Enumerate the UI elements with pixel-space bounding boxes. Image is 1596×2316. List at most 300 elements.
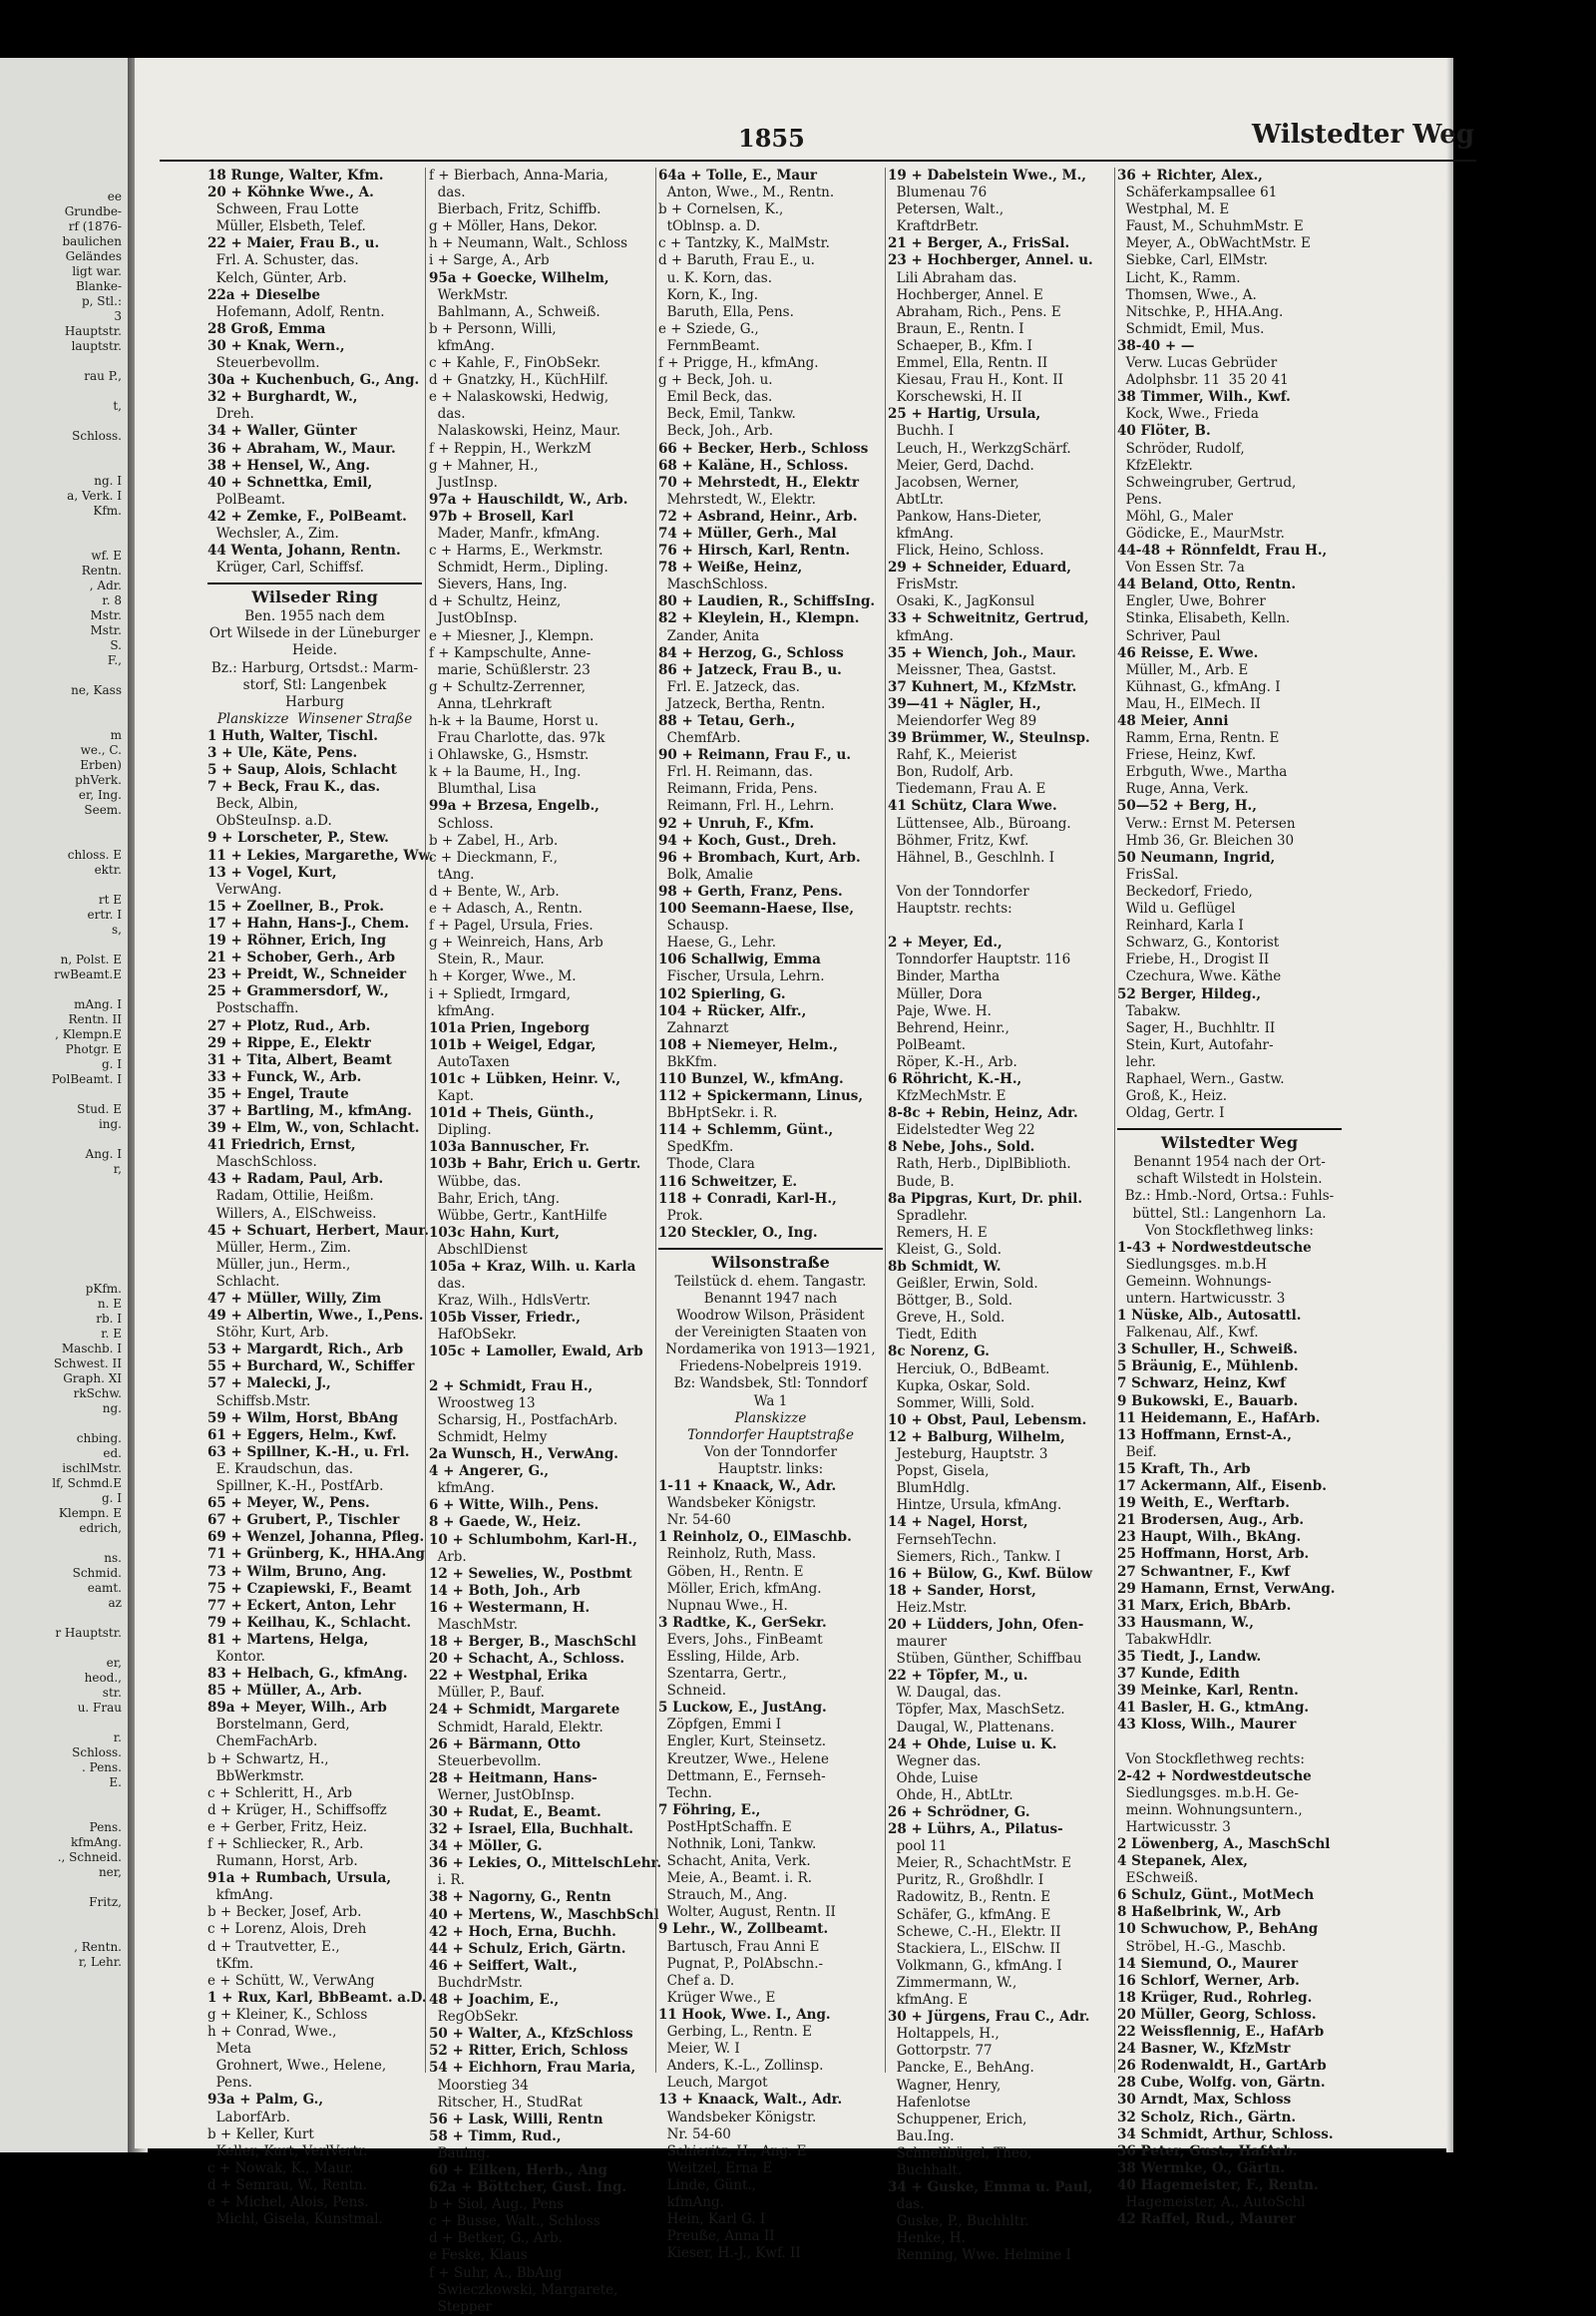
facing-line	[0, 1252, 122, 1267]
directory-entry: 118 + Conradi, Karl-H.,	[658, 1190, 837, 1207]
directory-entry: AutoTaxen	[429, 1053, 510, 1070]
directory-entry: 83 + Helbach, G., kfmAng.	[207, 1666, 408, 1683]
facing-line: . Pens.	[82, 1760, 122, 1774]
directory-entry: Kock, Wwe., Frieda	[1117, 406, 1259, 423]
directory-entry: 40 Flöter, B.	[1117, 423, 1211, 440]
directory-entry: 52 Berger, Hildeg.,	[1117, 985, 1262, 1002]
directory-entry: 102 Spierling, G.	[658, 985, 786, 1002]
directory-entry: d + Krüger, H., Schiffsoffz	[207, 1801, 387, 1818]
directory-entry: b + Zabel, H., Arb.	[429, 832, 559, 849]
directory-entry: h + Korger, Wwe., M.	[429, 968, 577, 985]
directory-entry: 57 + Malecki, J.,	[207, 1375, 331, 1392]
directory-entry: ESchweiß.	[1117, 1870, 1199, 1887]
facing-line: ner,	[98, 1865, 122, 1879]
street-section-intro: Teilstück d. ehem. Tangastr.	[674, 1273, 867, 1290]
directory-entry: 104 + Rücker, Alfr.,	[658, 1002, 807, 1019]
directory-entry: 25 Hoffmann, Horst, Arb.	[1117, 1546, 1310, 1563]
directory-entry: 41 Schütz, Clara Wwe.	[888, 798, 1057, 815]
directory-entry: 8-8c + Rebin, Heinz, Adr.	[888, 1105, 1078, 1122]
facing-line: rb. I	[96, 1312, 122, 1326]
directory-entry: Hartwicusstr. 3	[1117, 1818, 1231, 1835]
directory-entry: c + Kahle, F., FinObSekr.	[429, 355, 601, 372]
directory-entry: Kraz, Wilh., HdlsVertr.	[429, 1293, 592, 1310]
directory-entry: Daugal, W., Plattenans.	[888, 1719, 1055, 1736]
directory-entry: Reimann, Frida, Pens.	[658, 781, 818, 798]
directory-entry: Wegner das.	[888, 1752, 982, 1769]
directory-entry: 10 + Schlumbohm, Karl-H.,	[429, 1531, 637, 1548]
directory-entry: d + Schultz, Heinz,	[429, 593, 562, 610]
facing-page-fragment	[0, 58, 130, 2152]
facing-line: r Hauptstr.	[55, 1626, 122, 1640]
directory-entry: 18 Runge, Walter, Kfm.	[207, 168, 384, 184]
directory-entry: 37 Kuhnert, M., KfzMstr.	[888, 678, 1077, 695]
directory-entry: Hofemann, Adolf, Rentn.	[207, 303, 385, 320]
street-section-intro: Nordamerika von 1913—1921,	[665, 1342, 876, 1358]
directory-entry: Henke, H.	[888, 2230, 966, 2247]
directory-entry: 16 + Bülow, G., Kwf. Bülow	[888, 1565, 1092, 1582]
directory-entry: 5 Luckow, E., JustAng.	[658, 1700, 827, 1717]
facing-line: ee	[107, 190, 122, 203]
directory-entry: g + Möller, Hans, Dekor.	[429, 218, 598, 235]
facing-line	[0, 1910, 122, 1925]
directory-entry: 7 Föhring, E.,	[658, 1801, 761, 1818]
facing-line: rkSchw.	[73, 1386, 122, 1400]
directory-entry: Evers, Johs., FinBeamt	[658, 1631, 823, 1648]
directory-entry: MaschSchloss.	[207, 1154, 317, 1171]
directory-entry: 44 Wenta, Johann, Rentn.	[207, 543, 401, 560]
directory-entry: 20 Müller, Georg, Schloss.	[1117, 2006, 1317, 2023]
directory-entry: Michl, Gisela, Kunstmal.	[207, 2211, 383, 2228]
directory-entry: FernsehTechn.	[888, 1531, 998, 1548]
facing-line	[0, 1805, 122, 1820]
directory-entry: 32 + Burghardt, W.,	[207, 389, 358, 406]
directory-entry: 12 + Sewelies, W., Postbmt	[429, 1565, 632, 1582]
directory-entry: 49 + Albertin, Wwe., I.,Pens.	[207, 1308, 424, 1325]
facing-line: ligt war.	[72, 264, 122, 278]
directory-entry: 97b + Brosell, Karl	[429, 508, 575, 525]
directory-entry: Greve, H., Sold.	[888, 1310, 1005, 1327]
directory-entry: Gottorpstr. 77	[888, 2043, 993, 2060]
directory-entry: 8c Norenz, G.	[888, 1344, 990, 1360]
facing-line: wf. E	[91, 549, 122, 563]
directory-entry: 13 + Knaack, Walt., Adr.	[658, 2092, 843, 2109]
facing-line: , Klempn.E	[55, 1027, 122, 1041]
directory-entry: 55 + Burchard, W., Schiffer	[207, 1358, 415, 1375]
directory-entry: MaschSchloss.	[658, 577, 768, 593]
facing-line: baulichen	[62, 234, 122, 248]
facing-line: Geländes	[65, 249, 122, 263]
directory-entry: 11 + Lekies, Margarethe, Ww.	[207, 847, 434, 864]
directory-entry: 2-42 + Nordwestdeutsche	[1117, 1767, 1312, 1784]
directory-entry: 112 + Spickermann, Linus,	[658, 1088, 864, 1105]
directory-entry: 44 Beland, Otto, Rentn.	[1117, 577, 1297, 593]
directory-entry: d + Bente, W., Arb.	[429, 883, 560, 900]
directory-entry: 7 + Beck, Frau K., das.	[207, 779, 381, 796]
directory-entry: 75 + Czapiewski, F., Beamt	[207, 1580, 412, 1597]
directory-entry: Emil Beck, das.	[658, 389, 773, 406]
directory-entry: Wübbe, das.	[429, 1173, 522, 1190]
directory-entry: 46 Reisse, E. Wwe.	[1117, 644, 1259, 661]
directory-entry: Nr. 54-60	[658, 1512, 731, 1529]
directory-entry: Krüger, Carl, Schiffsf.	[207, 560, 364, 577]
directory-entry: d + Trautvetter, E.,	[207, 1938, 340, 1955]
directory-entry: Blumenau 76	[888, 185, 988, 201]
directory-entry: Kreutzer, Wwe., Helene	[658, 1750, 829, 1767]
directory-entry: kfmAng.	[429, 1002, 495, 1019]
directory-entry: Müller, P., Bauf.	[429, 1685, 545, 1702]
facing-line: az	[108, 1596, 122, 1610]
directory-entry: 1 Huth, Walter, Tischl.	[207, 727, 378, 744]
facing-line: Kfm.	[93, 504, 122, 518]
facing-line	[0, 938, 122, 953]
directory-entry: 116 Schweitzer, E.	[658, 1173, 798, 1190]
directory-entry: 34 + Waller, Günter	[207, 423, 357, 440]
directory-entry: Linde, Günt.,	[658, 2176, 756, 2193]
directory-entry: 8 + Gaede, W., Heiz.	[429, 1514, 582, 1531]
directory-entry: 38-40 + —	[1117, 337, 1195, 354]
facing-line: r.	[113, 1731, 122, 1744]
directory-entry: 64a + Tolle, E., Maur	[658, 168, 818, 184]
directory-entry: h + Neumann, Walt., Schloss	[429, 235, 628, 252]
directory-entry: 26 Rodenwaldt, H., GartArb	[1117, 2058, 1327, 2075]
directory-entry: Schieritz, H., Ang. E	[658, 2142, 807, 2159]
street-section-intro: Bz: Wandsbek, Stl: Tonndorf	[673, 1375, 868, 1392]
directory-entry: Meissner, Thea, Gastst.	[888, 661, 1056, 678]
directory-entry: AbschlDienst	[429, 1241, 528, 1258]
directory-entry: 18 + Sander, Horst,	[888, 1582, 1036, 1599]
directory-entry: Verw. Lucas Gebrüder	[1117, 355, 1278, 372]
directory-entry: 114 + Schlemm, Günt.,	[658, 1122, 834, 1139]
directory-entry: 99a + Brzesa, Engelb.,	[429, 798, 599, 815]
directory-entry: Von der Tonndorfer	[888, 883, 1029, 900]
directory-entry	[888, 867, 1112, 884]
directory-entry: 21 Brodersen, Aug., Arb.	[1117, 1512, 1305, 1529]
directory-entry: 52 + Ritter, Erich, Schloss	[429, 2043, 628, 2060]
directory-entry: 46 + Seiffert, Walt.,	[429, 1957, 578, 1974]
facing-line: PolBeamt. I	[51, 1072, 122, 1086]
directory-entry: Jesteburg, Hauptstr. 3	[888, 1446, 1048, 1463]
scan-border	[1453, 58, 1596, 2172]
directory-entry: Ohde, Luise	[888, 1769, 979, 1786]
directory-entry: Schäfer, G., kfmAng. E	[888, 1906, 1051, 1923]
directory-entry: e + Michel, Alois, Pens.	[207, 2193, 369, 2210]
directory-entry: Raphael, Wern., Gastw.	[1117, 1070, 1285, 1087]
directory-entry: 33 + Funck, W., Arb.	[207, 1068, 362, 1085]
directory-entry: f + Reppin, H., WerkzM	[429, 440, 592, 457]
facing-line: rt E	[98, 893, 122, 907]
directory-entry: Beck, Albin,	[207, 796, 298, 813]
directory-entry: 14 + Both, Joh., Arb	[429, 1582, 581, 1599]
directory-entry: 32 + Israel, Ella, Buchhalt.	[429, 1821, 633, 1838]
directory-entry: RegObSekr.	[429, 2009, 519, 2026]
directory-entry: u. K. Korn, das.	[658, 269, 773, 286]
facing-line: Blanke-	[76, 279, 122, 293]
directory-entry: 101a Prien, Ingeborg	[429, 1019, 590, 1036]
directory-entry: Schloss.	[429, 815, 494, 832]
directory-entry: 80 + Laudien, R., SchiffsIng.	[658, 593, 876, 610]
facing-line: E.	[109, 1775, 122, 1789]
directory-entry: 86 + Jatzeck, Frau B., u.	[658, 661, 842, 678]
directory-entry: 15 + Zoellner, B., Prok.	[207, 898, 384, 915]
directory-entry: Beck, Emil, Tankw.	[658, 406, 796, 423]
directory-entry: Siedlungsges. m.b.H	[1117, 1256, 1267, 1273]
directory-entry: Meie, A., Beamt. i. R.	[658, 1870, 813, 1887]
directory-entry: 34 Schmidt, Arthur, Schloss.	[1117, 2125, 1334, 2142]
directory-entry: Wandsbeker Königstr.	[658, 2109, 817, 2125]
facing-line	[0, 354, 122, 369]
directory-entry: Göben, H., Rentn. E	[658, 1563, 804, 1580]
directory-entry: 101d + Theis, Günth.,	[429, 1105, 595, 1122]
street-section-intro: Bz.: Hmb.-Nord, Ortsa.: Fuhls-	[1124, 1188, 1335, 1205]
directory-entry: Tiedt, Edith	[888, 1327, 978, 1344]
directory-entry: 70 + Mehrstedt, H., Elektr	[658, 474, 860, 491]
street-section-title: Wilstedter Weg	[1117, 1128, 1342, 1154]
facing-line	[0, 1880, 122, 1895]
directory-entry: Reinholz, Ruth, Mass.	[658, 1546, 817, 1563]
directory-entry: Flick, Heino, Schloss.	[888, 543, 1044, 560]
facing-line	[0, 878, 122, 893]
directory-entry: 36 + Richter, Alex.,	[1117, 168, 1263, 184]
directory-entry: Postschaffn.	[207, 1000, 299, 1017]
directory-entry: b + Becker, Josef, Arb.	[207, 1904, 362, 1921]
facing-line: rf (1876-	[68, 219, 122, 233]
directory-entry: 91a + Rumbach, Ursula,	[207, 1870, 392, 1887]
directory-entry: Nitschke, P., HHA.Ang.	[1117, 303, 1284, 320]
directory-entry: Tonndorfer Hauptstr. 116	[888, 952, 1071, 968]
directory-entry: c + Dieckmann, F.,	[429, 849, 558, 866]
directory-entry: Hagemeister, A., AutoSchl	[1117, 2193, 1306, 2210]
directory-entry: 66 + Becker, Herb., Schloss	[658, 440, 869, 457]
directory-entry: Blumthal, Lisa	[429, 781, 537, 798]
directory-entry: 36 Peter, Gust., HafArb.	[1117, 2142, 1298, 2159]
directory-entry: JustObInsp.	[429, 610, 518, 627]
facing-line	[0, 384, 122, 399]
facing-line: ertr. I	[87, 908, 122, 922]
directory-entry: Holtappels, H.,	[888, 2026, 999, 2043]
directory-entry: tKfm.	[207, 1955, 254, 1972]
directory-entry: Reimann, Frl. H., Lehrn.	[658, 798, 835, 815]
directory-entry: f + Suhr, A., BbAng	[429, 2264, 563, 2281]
directory-entry: Möller, Erich, kfmAng.	[658, 1580, 822, 1597]
directory-entry: Beck, Joh., Arb.	[658, 423, 774, 440]
directory-entry: Willers, A., ElSchweiss.	[207, 1205, 377, 1222]
directory-entry: Bierbach, Fritz, Schiffb.	[429, 201, 601, 218]
directory-entry: Stinka, Elisabeth, Kelln.	[1117, 610, 1291, 627]
directory-entry: Frau Charlotte, das. 97k	[429, 730, 605, 747]
directory-entry: W. Daugal, das.	[888, 1685, 1001, 1702]
directory-entry: Sager, H., Buchhltr. II	[1117, 1019, 1276, 1036]
directory-entry: 1 Nüske, Alb., Autosattl.	[1117, 1308, 1302, 1325]
facing-line	[0, 534, 122, 549]
directory-entry: Dreh.	[207, 406, 254, 423]
directory-entry: 105c + Lamoller, Ewald, Arb	[429, 1344, 643, 1360]
facing-line: Seem.	[84, 803, 122, 817]
directory-entry: 28 Cube, Wolfg. von, Gärtn.	[1117, 2075, 1326, 2092]
directory-entry: Hafenlotse	[888, 2094, 971, 2111]
facing-line: Rentn. II	[68, 1012, 122, 1026]
directory-entry: 36 + Lekies, O., MittelschLehr.	[429, 1855, 662, 1872]
facing-line	[0, 1207, 122, 1222]
page-number: 1855	[738, 124, 805, 153]
directory-entry: 35 + Engel, Traute	[207, 1085, 349, 1102]
facing-line: Maschb. I	[61, 1342, 122, 1355]
facing-line: str.	[102, 1686, 122, 1700]
directory-entry: Wagner, Henry,	[888, 2077, 1001, 2094]
directory-entry: 40 + Mertens, W., MaschbSchl	[429, 1906, 659, 1923]
directory-entry: BuchdrMstr.	[429, 1974, 523, 1991]
directory-entry: 39—41 + Nägler, H.,	[888, 695, 1041, 712]
facing-line: r. E	[101, 1327, 122, 1341]
directory-entry: Rath, Herb., DiplBiblioth.	[888, 1156, 1071, 1173]
facing-line: 3	[114, 309, 122, 323]
directory-entry: Von Stockflethweg rechts:	[1117, 1750, 1305, 1767]
directory-entry: Mader, Manfr., kfmAng.	[429, 525, 600, 542]
directory-entry: Meier, W. I	[658, 2041, 740, 2058]
directory-entry: Sommer, Willi, Sold.	[888, 1394, 1035, 1411]
street-section-intro: Friedens-Nobelpreis 1919.	[678, 1358, 863, 1375]
facing-line: ns.	[104, 1551, 122, 1565]
facing-line: S.	[110, 638, 122, 652]
directory-entry: 6 Röhricht, K.-H.,	[888, 1070, 1022, 1087]
directory-entry: Bude, B.	[888, 1173, 955, 1190]
facing-line: phVerk.	[75, 773, 122, 787]
directory-entry: b + Schwartz, H.,	[207, 1750, 329, 1767]
directory-entry: Stein, Kurt, Autofahr-	[1117, 1036, 1274, 1053]
directory-entry: f + Bierbach, Anna-Maria,	[429, 168, 608, 184]
directory-entry: 1-11 + Knaack, W., Adr.	[658, 1478, 837, 1495]
street-section-intro: büttel, Stl.: Langenhorn La.	[1132, 1205, 1327, 1222]
directory-entry: Böttger, B., Sold.	[888, 1293, 1013, 1310]
facing-line	[0, 818, 122, 833]
facing-line: g. I	[101, 1491, 122, 1505]
directory-entry: Beif.	[1117, 1443, 1157, 1460]
directory-entry: 48 Meier, Anni	[1117, 713, 1229, 729]
directory-entry: 19 Weith, E., Werftarb.	[1117, 1495, 1290, 1512]
directory-entry: Emmel, Ella, Rentn. II	[888, 355, 1048, 372]
directory-entry: d + Baruth, Frau E., u.	[658, 252, 815, 269]
directory-entry: 22a + Dieselbe	[207, 286, 321, 303]
directory-entry: Oldag, Gertr. I	[1117, 1105, 1225, 1122]
directory-entry: 37 Kunde, Edith	[1117, 1666, 1240, 1683]
directory-entry: Hintze, Ursula, kfmAng.	[888, 1497, 1062, 1514]
directory-entry: Essling, Hilde, Arb.	[658, 1648, 800, 1665]
directory-entry	[888, 918, 1112, 935]
street-section-intro: Ben. 1955 nach dem	[244, 608, 385, 625]
directory-entry: c + Harms, E., Werkmstr.	[429, 543, 603, 560]
facing-line	[0, 668, 122, 683]
directory-entry: Schmidt, Herm., Dipling.	[429, 560, 608, 577]
directory-entry: FrisSal.	[1117, 866, 1179, 883]
directory-entry: Pens.	[1117, 491, 1162, 508]
directory-entry: 27 + Plotz, Rud., Arb.	[207, 1017, 371, 1034]
directory-entry: 8 Nebe, Johs., Sold.	[888, 1139, 1035, 1156]
facing-line: Ang. I	[85, 1147, 122, 1161]
directory-entry: 2 + Schmidt, Frau H.,	[429, 1377, 594, 1394]
directory-entry: Kieser, H.-J., Kwf. II	[658, 2245, 801, 2262]
directory-entry: Gemeinn. Wohnungs-	[1117, 1273, 1272, 1290]
directory-entry: Dettmann, E., Fernseh-	[658, 1767, 826, 1784]
directory-entry: Lili Abraham das.	[888, 269, 1017, 286]
directory-entry: 22 + Maier, Frau B., u.	[207, 235, 380, 252]
directory-entry: Bau.Ing.	[888, 2127, 955, 2144]
facing-line	[0, 698, 122, 713]
directory-entry: 44 + Schulz, Erich, Gärtn.	[429, 1940, 626, 1957]
directory-entry: Gödicke, E., MaurMstr.	[1117, 525, 1285, 542]
directory-entry: lehr.	[1117, 1053, 1156, 1070]
directory-entry: Wild u. Geflügel	[1117, 901, 1236, 918]
directory-entry: Schiffsb.Mstr.	[207, 1392, 311, 1409]
facing-line: lf, Schmd.E	[52, 1476, 122, 1490]
directory-entry: Schmidt, Helmy	[429, 1428, 548, 1445]
facing-line: lauptstr.	[71, 339, 122, 353]
directory-entry: Paje, Wwe. H.	[888, 1002, 992, 1019]
directory-entry: 4 + Angerer, G.,	[429, 1463, 550, 1480]
facing-line: Mstr.	[90, 623, 122, 637]
directory-entry: 11 Heidemann, E., HafArb.	[1117, 1409, 1321, 1426]
directory-entry: TabakwHdlr.	[1117, 1631, 1213, 1648]
directory-entry: Müller, Elsbeth, Telef.	[207, 218, 366, 235]
directory-entry: 81 + Martens, Helga,	[207, 1631, 369, 1648]
directory-entry: 92 + Unruh, F., Kfm.	[658, 815, 815, 832]
facing-line: rau P.,	[84, 369, 122, 383]
directory-entry: Swieczkowski, Margarete,	[429, 2281, 618, 2298]
directory-entry: d + Gnatzky, H., KüchHilf.	[429, 372, 608, 389]
directory-entry: Guske, P., Buchhltr.	[888, 2213, 1029, 2230]
directory-entry: kfmAng.	[429, 337, 495, 354]
facing-line	[0, 1192, 122, 1207]
directory-entry: 19 + Röhner, Erich, Ing	[207, 933, 387, 950]
directory-entry: 73 + Wilm, Bruno, Ang.	[207, 1563, 387, 1580]
directory-entry: Kelch, Günter, Arb.	[207, 269, 347, 286]
directory-entry: kfmAng.	[429, 1480, 495, 1497]
directory-entry: Reinhard, Karla I	[1117, 918, 1244, 935]
directory-entry: Keller, Kurt, VerlVertr.	[207, 2142, 368, 2159]
directory-entry: h-k + la Baume, Horst u.	[429, 713, 599, 729]
directory-entry: 101b + Weigel, Edgar,	[429, 1036, 597, 1053]
facing-line	[0, 519, 122, 534]
directory-entry: Remers, H. E	[888, 1224, 988, 1241]
directory-entry: 30 + Jürgens, Frau C., Adr.	[888, 2009, 1090, 2026]
directory-entry: 1-43 + Nordwestdeutsche	[1117, 1239, 1312, 1256]
directory-entry: 93a + Palm, G.,	[207, 2092, 324, 2109]
directory-entry: Nothnik, Loni, Tankw.	[658, 1836, 817, 1852]
directory-entry: KfzElektr.	[1117, 457, 1193, 474]
directory-entry: 108 + Niemeyer, Helm.,	[658, 1036, 838, 1053]
facing-line	[0, 1790, 122, 1805]
directory-entry: Abraham, Rich., Pens. E	[888, 303, 1061, 320]
directory-entry: Radowitz, B., Rentn. E	[888, 1889, 1051, 1906]
directory-entry: 79 + Keilhau, K., Schlacht.	[207, 1614, 412, 1631]
directory-entry: Hauptstr. rechts:	[888, 901, 1012, 918]
directory-entry: 67 + Grubert, P., Tischler	[207, 1512, 400, 1529]
directory-entry: FernmBeamt.	[658, 337, 760, 354]
street-section-intro: Planskizze Winsener Straße	[216, 710, 413, 727]
directory-entry: 84 + Herzog, G., Schloss	[658, 644, 844, 661]
column-4	[888, 168, 1112, 2264]
directory-entry: Gerbing, L., Rentn. E	[658, 2024, 812, 2041]
directory-entry: Behrend, Heinr.,	[888, 1019, 1009, 1036]
directory-entry: 34 + Guske, Emma u. Paul,	[888, 2179, 1093, 2196]
directory-entry: Zöpfgen, Emmi I	[658, 1717, 782, 1734]
directory-entry: 3 Schuller, H., Schweiß.	[1117, 1342, 1299, 1358]
directory-entry: Eidelstedter Weg 22	[888, 1122, 1035, 1139]
directory-entry: Engler, Kurt, Steinsetz.	[658, 1734, 826, 1750]
directory-entry: Kapt.	[429, 1088, 475, 1105]
facing-line	[0, 414, 122, 429]
street-section-intro: der Vereinigten Staaten von	[674, 1325, 867, 1342]
directory-entry: 85 + Müller, A., Arb.	[207, 1683, 362, 1700]
directory-entry: PostHptSchaffn. E	[658, 1818, 792, 1835]
